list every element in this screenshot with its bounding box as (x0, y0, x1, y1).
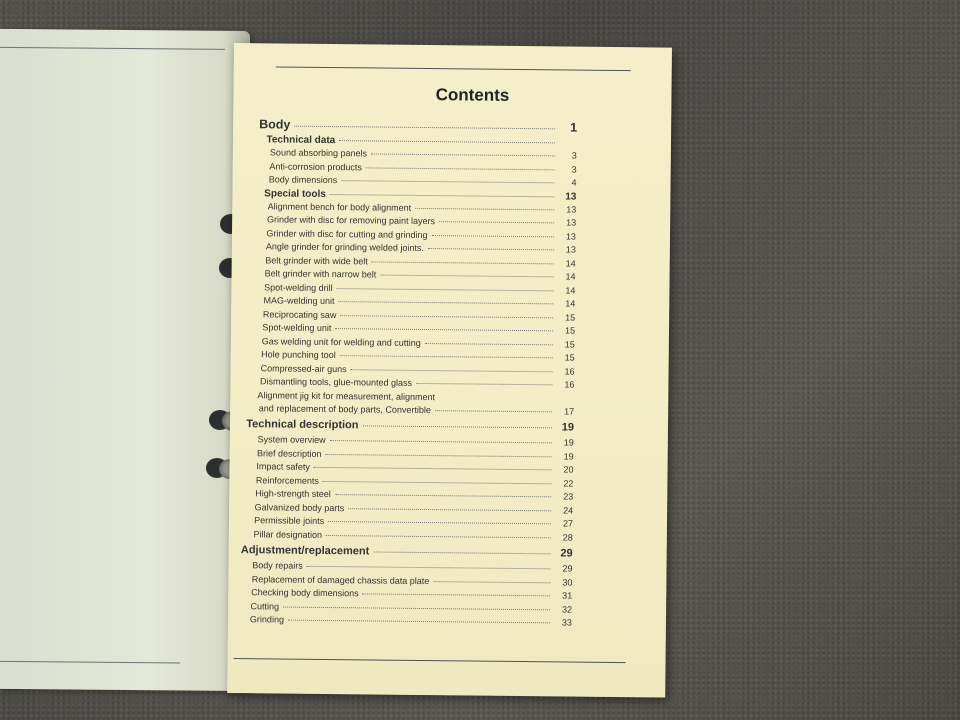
dot-leader (326, 534, 551, 537)
toc-entry-title: Body dimensions (268, 174, 338, 186)
toc-entry-title: Grinder with disc for removing paint layers (266, 214, 436, 227)
dot-leader (339, 301, 554, 304)
dot-leader (330, 440, 552, 443)
toc-entry-page: 14 (565, 284, 576, 296)
toc-entry-title: Belt grinder with wide belt (265, 254, 368, 266)
dot-leader (335, 494, 551, 497)
dot-leader (294, 126, 555, 130)
dot-leader (380, 275, 553, 278)
toc-entry-page: 24 (563, 504, 574, 516)
toc-entry-page: 15 (564, 352, 575, 363)
dot-leader (363, 593, 551, 596)
toc-entry-title: Permissible joints (254, 515, 325, 526)
toc-entry-page: 15 (564, 338, 575, 350)
toc-entry-title: Brief description (256, 447, 322, 459)
dot-leader (339, 140, 555, 143)
dot-leader (335, 328, 553, 331)
toc-entry-page: 15 (564, 325, 576, 336)
dot-leader (341, 180, 554, 183)
toc-entry-page: 33 (561, 617, 573, 628)
dot-leader (288, 620, 550, 624)
toc-entry-title: Grinding (249, 614, 285, 625)
toc-entry-page: 3 (571, 150, 577, 161)
toc-entry-title: Belt grinder with narrow belt (264, 268, 377, 280)
toc-entry-title: Special tools (264, 187, 326, 200)
bottom-rule (234, 658, 626, 663)
toc-entry-page: 13 (565, 244, 576, 255)
toc-entry-title: Alignment jig kit for measurement, alignment (257, 389, 436, 402)
toc-entry-title: MAG-welding unit (263, 295, 335, 307)
toc-entry-title: Checking body dimensions (251, 587, 359, 599)
toc-entry-page: 13 (566, 203, 577, 215)
toc-entry-page: 14 (565, 271, 576, 282)
toc-entry-title: Angle grinder for grinding welded joints. (265, 241, 425, 254)
toc-entry-title: Cutting (250, 600, 280, 612)
dot-leader (425, 343, 553, 345)
toc-entry-page: 17 (564, 405, 575, 417)
dot-leader (372, 261, 554, 264)
toc-entry-page: 14 (565, 298, 576, 309)
toc-entry-title: Reinforcements (255, 474, 319, 486)
toc-entry-title: Replacement of damaged chassis data plate (251, 573, 430, 586)
dot-leader (416, 383, 552, 385)
toc-entry-page: 13 (566, 217, 577, 228)
toc-entry-page: 13 (565, 230, 577, 242)
toc-entry-page: 19 (563, 437, 574, 448)
toc-entry-title: Technical data (266, 134, 336, 147)
toc-entry-page: 1 (570, 120, 578, 135)
dot-leader (326, 453, 552, 456)
toc-entry-title: Compressed-air guns (260, 362, 347, 374)
dot-leader (307, 566, 551, 570)
dot-leader (351, 369, 553, 372)
toc-entry-page: 22 (563, 477, 574, 489)
toc-entry-title: Grinder with disc for cutting and grinding (266, 227, 428, 240)
dot-leader (428, 248, 554, 250)
toc-entry-title: Reciprocating saw (262, 308, 337, 320)
left-page-bottom-rule (0, 661, 180, 664)
toc-entry-title: Spot-welding drill (264, 281, 333, 293)
dot-leader (283, 606, 550, 610)
dot-leader (323, 480, 552, 483)
toc-entry-title: and replacement of body parts, Convertible (258, 402, 431, 415)
toc-entry-page: 20 (563, 464, 574, 475)
toc-entry-title: Gas welding unit for welding and cutting (261, 335, 421, 348)
toc-entry-title: Galvanized body parts (254, 501, 345, 513)
dot-leader (439, 398, 552, 399)
toc-entry-title: Pillar designation (253, 528, 323, 540)
dot-leader (330, 194, 555, 197)
toc-entry-title: System overview (257, 434, 326, 445)
toc-entry-page: 4 (571, 177, 577, 188)
toc-entry-title: Hole punching tool (261, 349, 336, 361)
toc-entry-page: 13 (565, 190, 577, 203)
toc-entry-title: Body (259, 117, 291, 132)
dot-leader (328, 521, 551, 524)
left-page (0, 29, 250, 691)
top-rule (276, 66, 631, 71)
toc-entry-title: Impact safety (256, 461, 311, 472)
toc-entry-title: Alignment bench for body alignment (267, 200, 412, 213)
dot-leader (348, 508, 551, 511)
dot-leader (439, 221, 554, 223)
toc-entry-page: 19 (563, 450, 574, 462)
contents-page (227, 43, 672, 698)
toc-entry-title: Technical description (246, 418, 359, 432)
dot-leader (433, 581, 550, 583)
toc-entry-title: Body repairs (252, 560, 303, 571)
toc-entry-page: 28 (562, 531, 573, 543)
left-page-top-rule (0, 47, 225, 50)
toc-entry-title: Sound absorbing panels (269, 147, 368, 159)
toc-entry-title: Dismantling tools, glue-mounted glass (259, 376, 413, 388)
toc-entry-page: 27 (562, 518, 574, 529)
dot-leader (337, 288, 554, 291)
toc-entry-page: 16 (564, 379, 575, 390)
toc-entry-page: 32 (562, 603, 573, 615)
toc-entry-title: Anti-corrosion products (269, 160, 362, 172)
dot-leader (371, 153, 555, 156)
dot-leader (432, 235, 554, 237)
dot-leader (363, 425, 552, 428)
toc-entry-page: 15 (565, 311, 576, 323)
dot-leader (340, 315, 553, 318)
dot-leader (314, 467, 552, 470)
toc-entry-page: 29 (562, 563, 573, 574)
dot-leader (366, 167, 555, 170)
toc-entry-page: 14 (565, 257, 576, 269)
toc-entry-page: 16 (564, 365, 575, 377)
toc-entry-page: 19 (561, 421, 575, 434)
toc-entry-page: 30 (562, 576, 573, 588)
dot-leader (435, 410, 552, 412)
toc-entry (250, 613, 572, 630)
toc-entry-title: High-strength steel (255, 488, 331, 500)
toc-entry-page: 31 (562, 590, 573, 601)
contents-title: Contents (435, 85, 510, 105)
dot-leader (373, 551, 550, 554)
toc-entry-title: Spot-welding unit (262, 322, 332, 334)
dot-leader (340, 355, 553, 358)
dot-leader (415, 207, 554, 209)
toc-entry-title: Adjustment/replacement (240, 544, 370, 558)
toc-entry-page: 23 (563, 491, 574, 502)
toc-entry-page: 29 (560, 547, 573, 560)
table-of-contents (240, 115, 578, 630)
toc-entry-page: 3 (571, 164, 577, 175)
